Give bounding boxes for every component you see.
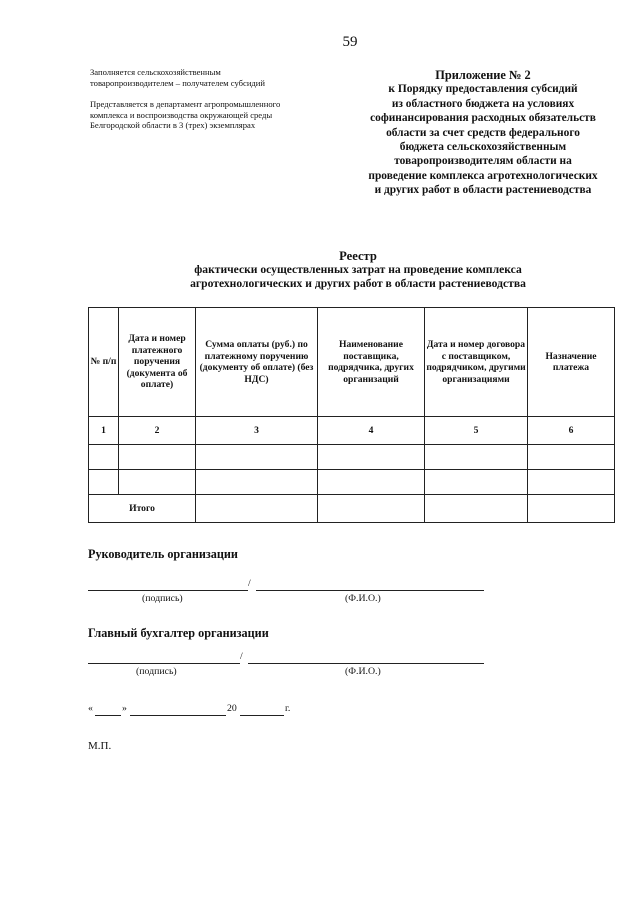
total-label: Итого: [89, 495, 196, 523]
column-number: 6: [528, 417, 615, 445]
column-number: 3: [196, 417, 318, 445]
year-field[interactable]: [240, 715, 284, 716]
appendix-line: товаропроизводителям области на: [394, 155, 572, 168]
table-cell[interactable]: [425, 495, 528, 523]
column-number: 4: [318, 417, 425, 445]
header-cell-supplier: Наименование поставщика, подрядчика, других организаций: [318, 308, 425, 417]
table-cell[interactable]: [318, 445, 425, 470]
submit-note-line: Белгородской области в 3 (трех) экземплярах: [90, 120, 256, 130]
appendix-line: области за счет средств федерального: [386, 126, 580, 139]
table-cell[interactable]: [119, 445, 196, 470]
appendix-line: из областного бюджета на условиях: [391, 97, 575, 110]
table-cell[interactable]: [89, 445, 119, 470]
table-cell[interactable]: [528, 470, 615, 495]
appendix-line: и других работ в области растениеводства: [374, 184, 592, 197]
submit-note: [90, 99, 330, 131]
fill-note-line: товаропроизводителем – получателем субсидий: [90, 77, 265, 88]
table-cell[interactable]: [196, 470, 318, 495]
register-title-main: Реестр: [339, 249, 377, 263]
head-name-line[interactable]: [256, 590, 484, 591]
table-cell[interactable]: [528, 495, 615, 523]
appendix-line: проведение комплекса агротехнологических: [368, 169, 598, 182]
header-cell-number: № п/п: [89, 308, 119, 417]
stamp-place: М.П.: [88, 740, 112, 752]
table-row: [89, 470, 615, 495]
page-number: 59: [342, 34, 358, 50]
open-quote: «: [88, 703, 93, 714]
name-caption: (Ф.И.О.): [345, 593, 381, 604]
total-row: [89, 495, 615, 523]
signature-caption: (подпись): [142, 593, 183, 604]
table-cell[interactable]: [425, 470, 528, 495]
column-number-row: [89, 417, 615, 445]
table-cell[interactable]: [119, 470, 196, 495]
slash-separator: /: [248, 578, 251, 589]
register-title-line: фактически осуществленных затрат на проведение комплекса: [194, 263, 522, 276]
table-cell[interactable]: [89, 470, 119, 495]
column-number: 1: [89, 417, 119, 445]
submit-note-line: комплекса и воспроизводства окружающей среды: [90, 109, 273, 120]
fill-note: [90, 67, 330, 88]
accountant-signature-label: Главный бухгалтер организации: [88, 626, 269, 640]
close-quote: »: [122, 703, 127, 714]
header-cell-purpose: Назначение платежа: [528, 308, 615, 417]
column-number: 5: [425, 417, 528, 445]
column-number: 2: [119, 417, 196, 445]
slash-separator: /: [240, 651, 243, 662]
register-title: [118, 249, 598, 291]
total-amount-cell[interactable]: [196, 495, 318, 523]
year-suffix: г.: [285, 703, 291, 714]
appendix-heading: Приложение № 2: [435, 68, 531, 82]
accountant-name-line[interactable]: [248, 663, 484, 664]
header-cell-amount: Сумма оплаты (руб.) по платежному поручению (документу об оплате) (без НДС): [196, 308, 318, 417]
register-title-line: агротехнологических и других работ в области растениеводства: [190, 277, 526, 290]
table-cell[interactable]: [528, 445, 615, 470]
table-cell[interactable]: [196, 445, 318, 470]
appendix-block: [338, 68, 628, 198]
header-cell-payment-order: Дата и номер платежного поручения (документа об оплате): [119, 308, 196, 417]
table-row: [89, 445, 615, 470]
year-prefix: 20: [227, 703, 237, 714]
appendix-line: бюджета сельскохозяйственным: [399, 141, 567, 154]
table-header-row: [89, 308, 615, 417]
head-signature-line[interactable]: [88, 590, 248, 591]
submit-note-line: Представляется в департамент агропромышленного: [90, 99, 281, 109]
signature-caption: (подпись): [136, 666, 177, 677]
table-cell[interactable]: [425, 445, 528, 470]
table-cell[interactable]: [318, 495, 425, 523]
appendix-line: софинансирования расходных обязательств: [370, 112, 596, 125]
header-cell-contract: Дата и номер договора с поставщиком, подрядчиком, другими организациями: [425, 308, 528, 417]
table-cell[interactable]: [318, 470, 425, 495]
name-caption: (Ф.И.О.): [345, 666, 381, 677]
accountant-signature-line[interactable]: [88, 663, 240, 664]
appendix-line: к Порядку предоставления субсидий: [388, 83, 578, 96]
fill-note-line: Заполняется сельскохозяйственным: [90, 67, 221, 77]
head-signature-label: Руководитель организации: [88, 547, 238, 561]
register-table: [88, 307, 615, 523]
month-field[interactable]: [130, 715, 226, 716]
day-field[interactable]: [95, 715, 121, 716]
